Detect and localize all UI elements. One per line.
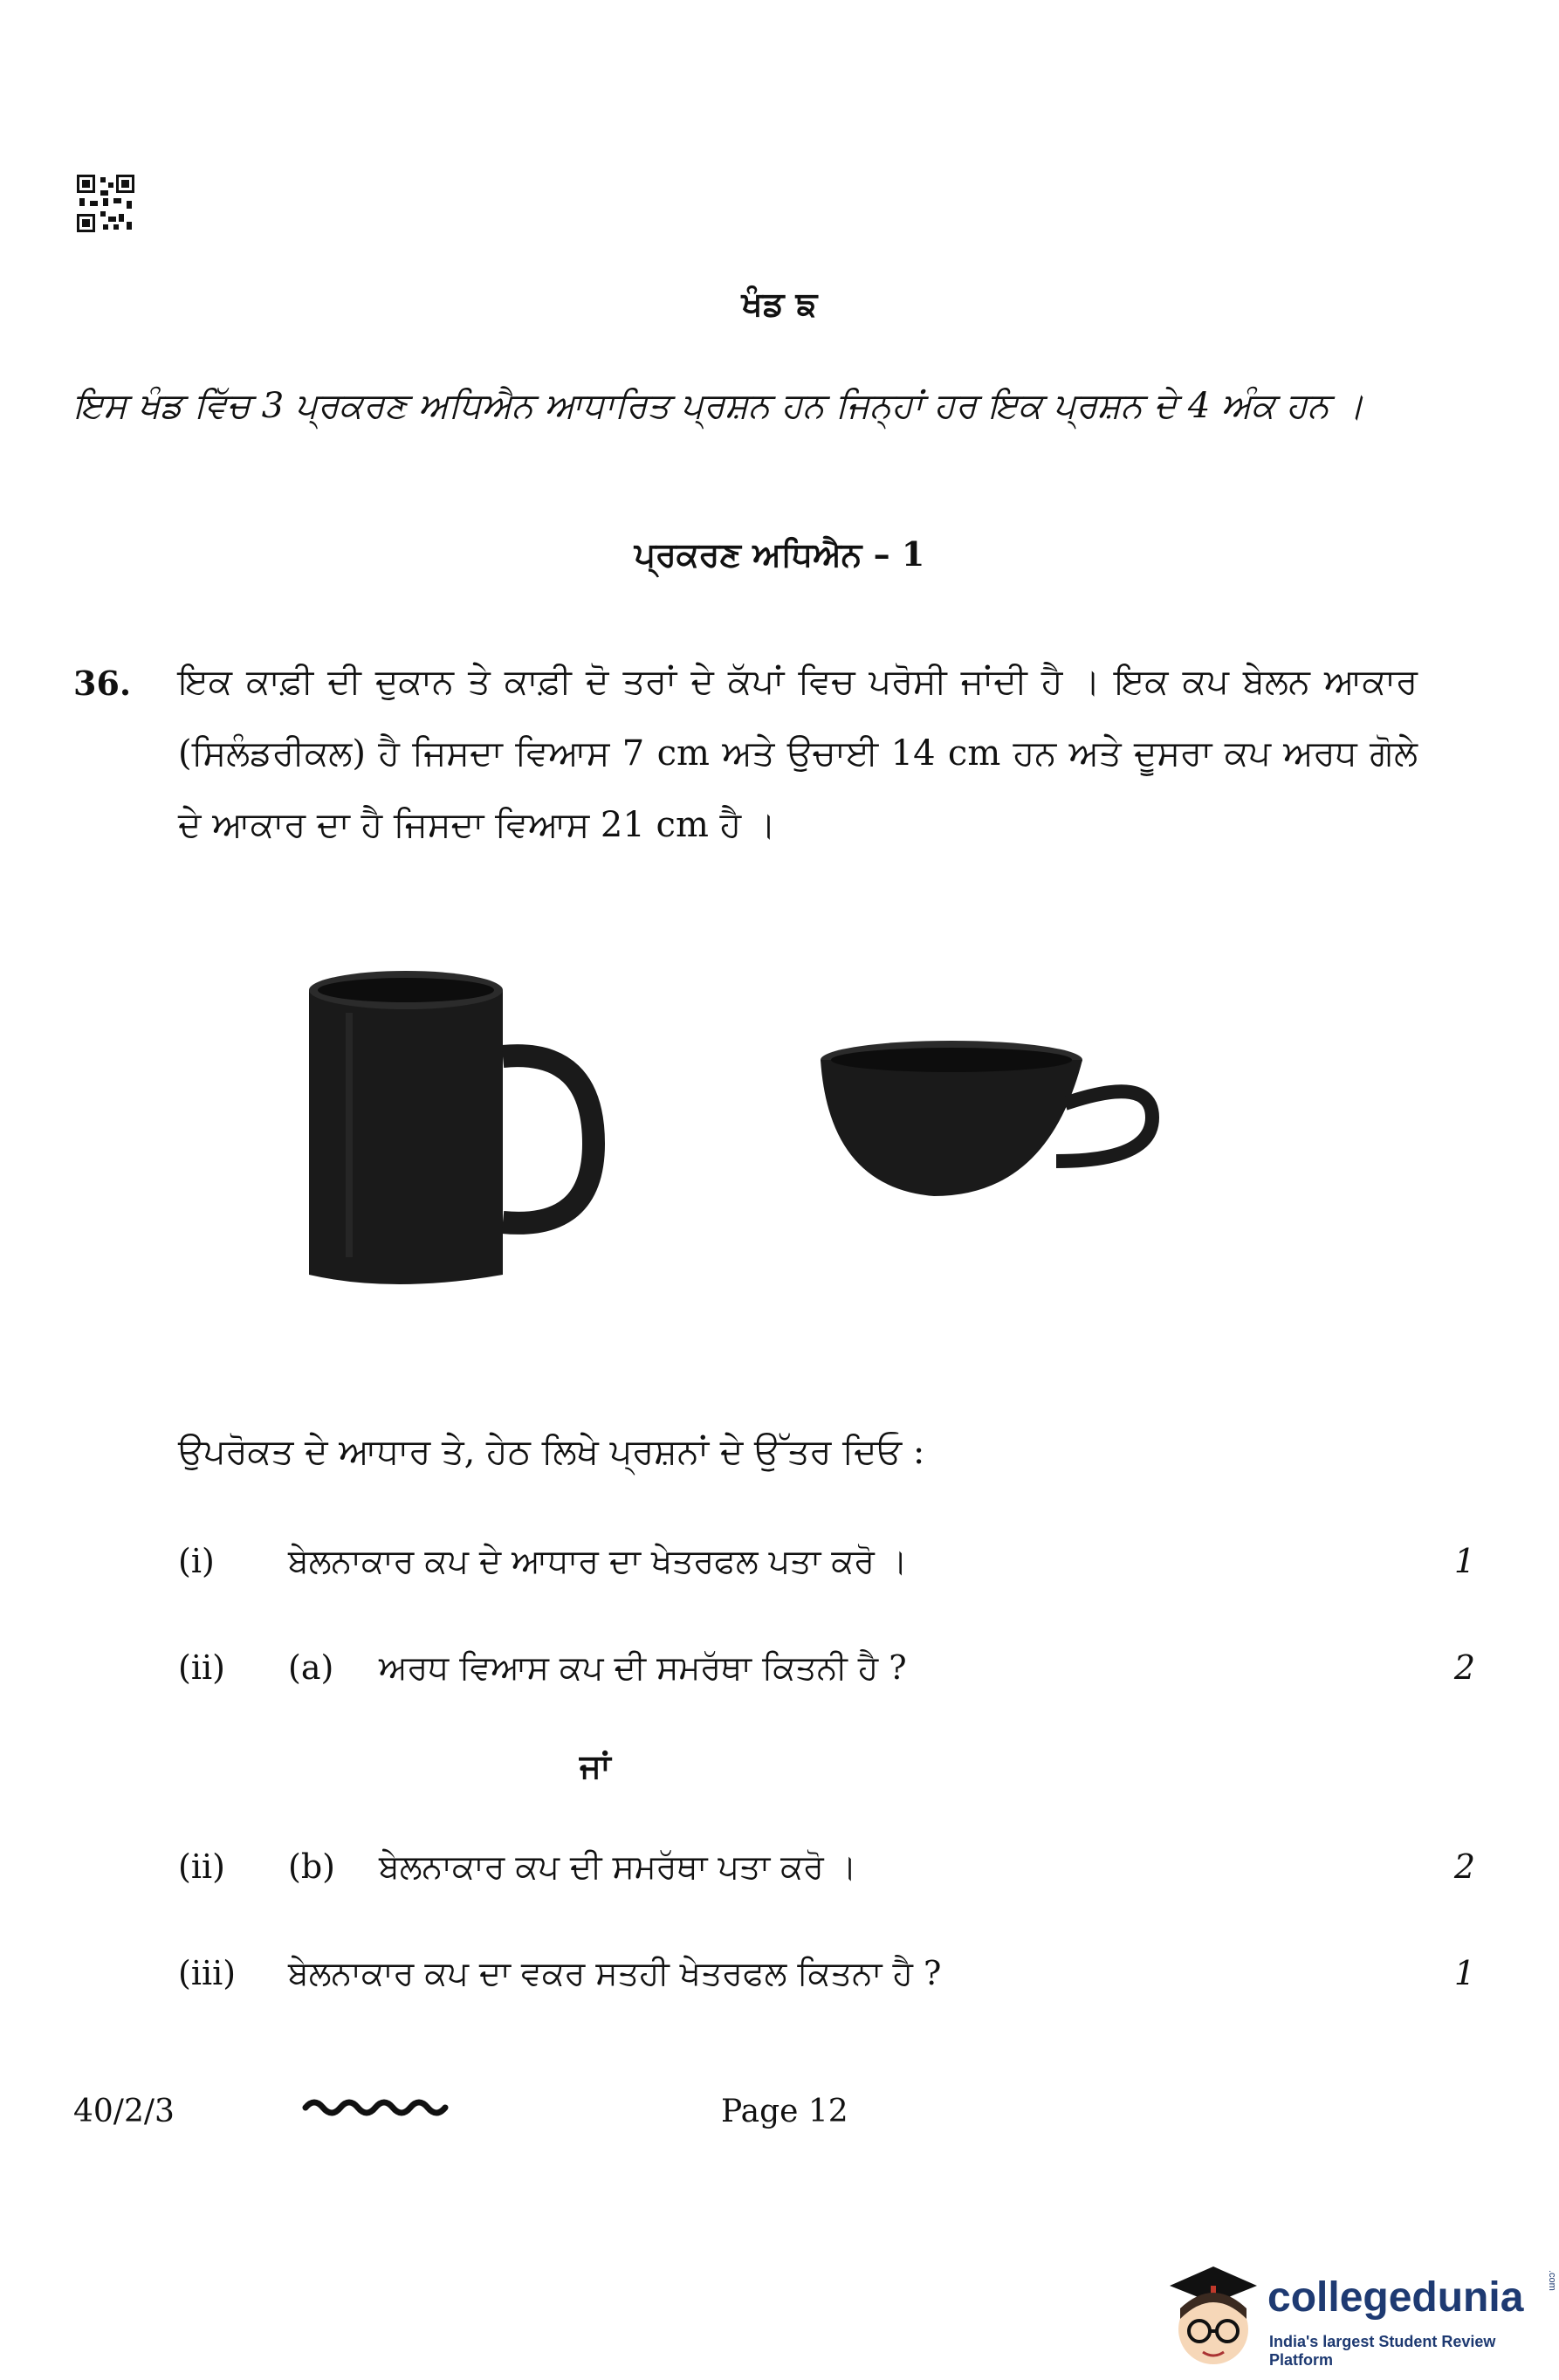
sub-question-marks: 2 xyxy=(1453,1847,1475,1886)
collegedunia-mascot-icon xyxy=(1161,2251,1266,2373)
sub-question-letter: (b) xyxy=(288,1847,335,1886)
case-study-title: ਪ੍ਰਕਰਣ ਅਧਿਐਨ – 1 xyxy=(634,534,925,574)
wave-ornament xyxy=(302,2092,450,2118)
sub-question-text: ਬੇਲਨਾਕਾਰ ਕਪ ਦੀ ਸਮਰੱਥਾ ਪਤਾ ਕਰੋ । xyxy=(379,1847,857,1886)
hemispherical-cup-image xyxy=(821,1041,1152,1196)
sub-question-text: ਅਰਧ ਵਿਆਸ ਕਪ ਦੀ ਸਮਰੱਥਾ ਕਿਤਨੀ ਹੈ ? xyxy=(379,1648,907,1687)
cups-illustration xyxy=(288,943,1266,1327)
sub-question-text: ਬੇਲਨਾਕਾਰ ਕਪ ਦਾ ਵਕਰ ਸਤਹੀ ਖੇਤਰਫਲ ਕਿਤਨਾ ਹੈ ? xyxy=(288,1954,942,1992)
watermark-suffix: .com xyxy=(1547,2270,1557,2291)
watermark-tagline: India's largest Student Review Platform xyxy=(1269,2333,1496,2369)
sub-question-letter: (a) xyxy=(288,1648,334,1687)
qr-code xyxy=(77,175,134,232)
sub-question-roman: (iii) xyxy=(178,1954,237,1992)
paper-code: 40/2/3 xyxy=(73,2094,175,2129)
answer-prompt: ਉਪਰੋਕਤ ਦੇ ਆਧਾਰ ਤੇ, ਹੇਠ ਲਿਖੇ ਪ੍ਰਸ਼ਨਾਂ ਦੇ ਉੱਤਰ ਦਿਓ : xyxy=(178,1432,925,1472)
sub-question-roman: (ii) xyxy=(178,1847,225,1886)
sub-question-roman: (ii) xyxy=(178,1648,225,1687)
page-number: Page 12 xyxy=(721,2094,848,2129)
section-instruction: ਇਸ ਖੰਡ ਵਿੱਚ 3 ਪ੍ਰਕਰਣ ਅਧਿਐਨ ਆਧਾਰਿਤ ਪ੍ਰਸ਼ਨ ਹਨ ਜਿਨ੍ਹਾਂ ਹਰ ਇਕ ਪ੍ਰਸ਼ਨ ਦੇ 4 ਅੰਕ ਹਨ । xyxy=(73,386,1364,426)
sub-question-marks: 1 xyxy=(1453,1542,1475,1580)
sub-question-text: ਬੇਲਨਾਕਾਰ ਕਪ ਦੇ ਆਧਾਰ ਦਾ ਖੇਤਰਫਲ ਪਤਾ ਕਰੋ । xyxy=(288,1542,908,1580)
sub-question-marks: 1 xyxy=(1453,1954,1475,1992)
cylindrical-mug-image xyxy=(309,971,594,1284)
section-title: ਖੰਡ ਙ xyxy=(741,284,818,323)
watermark-brand: collegedunia xyxy=(1267,2274,1524,2321)
question-text: ਇਕ ਕਾਫ਼ੀ ਦੀ ਦੁਕਾਨ ਤੇ ਕਾਫ਼ੀ ਦੋ ਤਰਾਂ ਦੇ ਕੱਪਾਂ ਵਿਚ ਪਰੋਸੀ ਜਾਂਦੀ ਹੈ । ਇਕ ਕਪ ਬੇਲਨ ਆਕਾਰ (ਸਿਲੰਡਰੀਕਲ) ਹੈ ਜਿਸਦਾ ਵਿਆਸ 7 cm ਅਤੇ ਉਚਾਈ 14 cm ਹਨ ਅਤੇ ਦੂਸਰਾ ਕਪ ਅਰਧ ਗੋਲੇ ਦੇ ਆਕਾਰ ਦਾ ਹੈ ਜਿਸਦਾ ਵਿਆਸ 21 cm ਹੈ । xyxy=(178,662,1418,845)
sub-question-roman: (i) xyxy=(178,1542,215,1580)
question-number: 36. xyxy=(73,664,132,703)
or-label: ਜਾਂ xyxy=(580,1746,611,1785)
sub-question-marks: 2 xyxy=(1453,1648,1475,1687)
